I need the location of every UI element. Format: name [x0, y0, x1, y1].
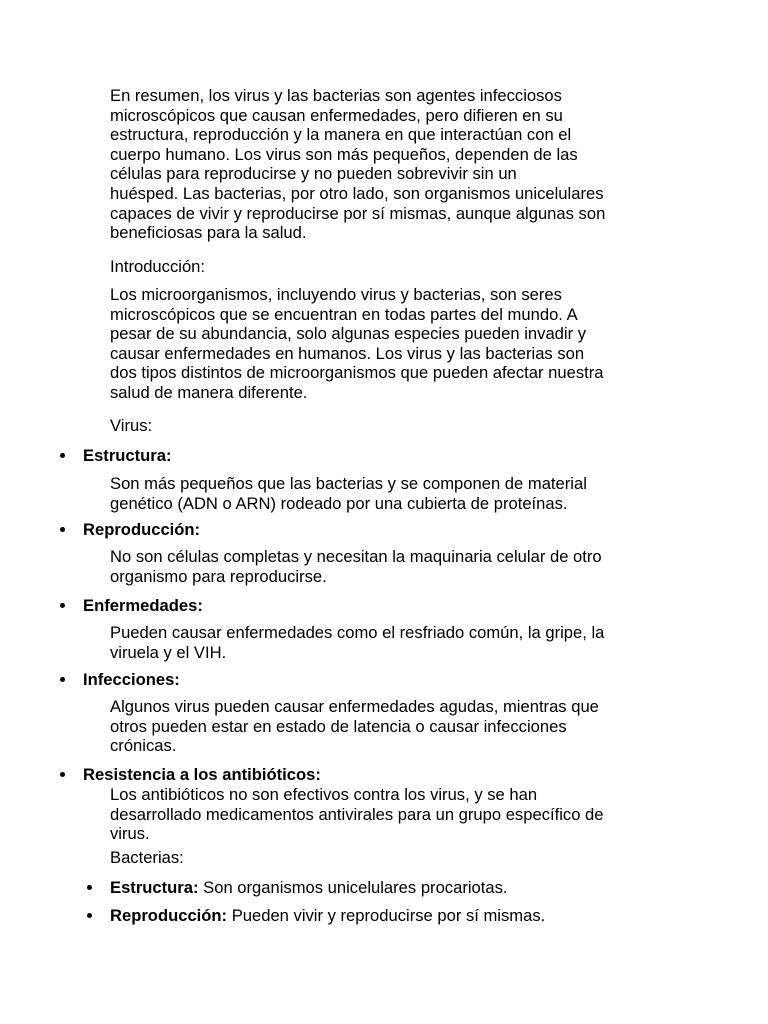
text-line: virus.: [110, 824, 150, 844]
virus-item-description: [110, 697, 750, 756]
virus-list-item: [83, 596, 203, 616]
text-line: En resumen, los virus y las bacterias son agentes infecciosos: [110, 86, 562, 105]
virus-item-description: [110, 474, 750, 513]
bacteria-list-item: [110, 906, 545, 926]
bullet-icon: [60, 453, 65, 458]
text-line: dos tipos distintos de microorganismos que pueden afectar nuestra: [110, 363, 604, 383]
virus-list-item: [83, 765, 321, 785]
text-line: Son más pequeños que las bacterias y se componen de material: [110, 474, 587, 493]
text-line: huésped. Las bacterias, por otro lado, son organismos unicelulares: [110, 183, 604, 203]
virus-item-description: [110, 623, 750, 662]
text-line: viruela y el VIH.: [110, 642, 227, 662]
virus-item-description: [110, 547, 750, 586]
text-line: cuerpo humano. Los virus son más pequeños, dependen de las: [110, 144, 578, 164]
text-line: No son células completas y necesitan la maquinaria celular de otro: [110, 547, 602, 566]
intro-heading: Introducción:: [110, 257, 206, 276]
text-line: estructura, reproducción y la manera en que interactúan con el: [110, 125, 572, 145]
text-line: desarrollado medicamentos antivirales para un grupo específico de: [110, 804, 604, 824]
bacteria-item-title: Reproducción:: [110, 906, 228, 925]
virus-item-description: [110, 785, 750, 844]
bacteria-item-text: Son organismos unicelulares procariotas.: [198, 878, 508, 897]
text-line: Algunos virus pueden causar enfermedades agudas, mientras que: [110, 697, 599, 716]
bullet-icon: [60, 603, 65, 608]
virus-item-title: Estructura:: [83, 446, 172, 465]
text-line: otros pueden estar en estado de latencia o causar infecciones: [110, 716, 567, 736]
text-line: crónicas.: [110, 736, 177, 756]
bacteria-item-title: Estructura:: [110, 878, 199, 897]
virus-list-item: [83, 670, 180, 690]
text-line: causar enfermedades en humanos. Los virus y las bacterias son: [110, 343, 585, 363]
bullet-icon: [60, 772, 65, 777]
text-line: beneficiosas para la salud.: [110, 223, 307, 243]
text-line: Los antibióticos no son efectivos contra los virus, y se han: [110, 785, 538, 804]
bullet-icon: [87, 885, 92, 890]
virus-item-title: Reproducción:: [83, 520, 201, 539]
text-line: genético (ADN o ARN) rodeado por una cubierta de proteínas.: [110, 493, 568, 513]
text-line: células para reproducirse y no pueden sobrevivir sin un: [110, 164, 517, 184]
summary-paragraph: [110, 86, 750, 243]
text-line: organismo para reproducirse.: [110, 566, 327, 586]
intro-paragraph: [110, 285, 750, 403]
virus-item-title: Resistencia a los antibióticos:: [83, 765, 321, 784]
virus-item-title: Enfermedades:: [83, 596, 203, 615]
virus-list-item: [83, 446, 172, 466]
text-line: pesar de su abundancia, solo algunas especies pueden invadir y: [110, 324, 587, 344]
bullet-icon: [60, 527, 65, 532]
text-line: microscópicos que causan enfermedades, pero difieren en su: [110, 105, 563, 125]
bullet-icon: [87, 913, 92, 918]
bacteria-list-item: [110, 878, 508, 898]
bullet-icon: [60, 677, 65, 682]
text-line: Pueden causar enfermedades como el resfriado común, la gripe, la: [110, 623, 605, 642]
text-line: Los microorganismos, incluyendo virus y bacterias, son seres: [110, 285, 562, 304]
virus-item-title: Infecciones:: [83, 670, 180, 689]
text-line: salud de manera diferente.: [110, 382, 308, 402]
bacteria-heading: Bacterias:: [110, 848, 184, 867]
virus-list-item: [83, 520, 200, 540]
text-line: microscópicos que se encuentran en todas partes del mundo. A: [110, 304, 578, 324]
bacteria-item-text: Pueden vivir y reproducirse por sí mismas.: [227, 906, 546, 925]
virus-heading: Virus:: [110, 416, 153, 435]
text-line: capaces de vivir y reproducirse por sí mismas, aunque algunas son: [110, 203, 606, 223]
